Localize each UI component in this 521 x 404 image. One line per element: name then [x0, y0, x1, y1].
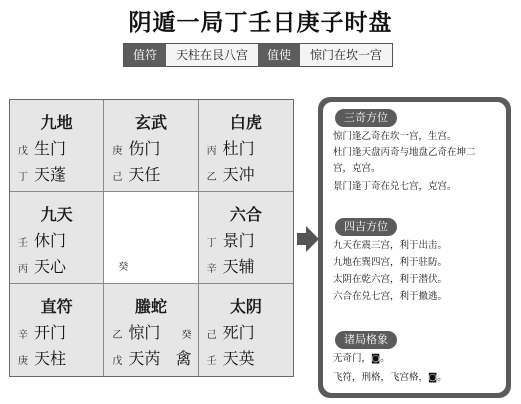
star-name: 天英 [222, 349, 255, 368]
palace-star-row [18, 162, 97, 185]
section-line: 杜门逢天盘丙奇与地盘乙奇在坤二 [333, 147, 476, 158]
palace-door-row [18, 320, 97, 343]
door-name: 开门 [34, 323, 67, 342]
palace-door-row [207, 320, 287, 343]
door-stem: 乙 [112, 330, 123, 341]
section-line: 九地在巽四宫，利于驻防。 [333, 257, 448, 268]
center-palace [104, 192, 198, 284]
section-line: 景门逢丁奇在兑七宫，克宫。 [333, 181, 457, 192]
star-name: 天柱 [34, 349, 67, 368]
center-stem: 癸 [118, 262, 129, 273]
section-line: 无奇门，◙。 [333, 353, 390, 364]
palace-cell [199, 192, 293, 284]
door-name: 惊门 [128, 323, 161, 342]
palace-god: 直符 [40, 297, 73, 316]
palace-god: 九天 [40, 205, 73, 224]
palace-god: 玄武 [134, 113, 167, 132]
palace-door-row [18, 228, 97, 251]
star-name: 天芮 [128, 349, 161, 368]
section-title-three-wonders: 三奇方位 [335, 109, 397, 127]
star-stem: 乙 [206, 172, 217, 183]
info-bar [123, 43, 393, 67]
door-stem: 丁 [206, 238, 217, 249]
star-stem: 戊 [112, 356, 123, 367]
palace-god: 九地 [40, 113, 73, 132]
palace-god: 螣蛇 [134, 297, 167, 316]
section-line: 六合在兑七宫，利于撤逃。 [333, 291, 448, 302]
star-name: 天辅 [222, 257, 255, 276]
palace-star-row [18, 346, 97, 369]
star-stem: 己 [112, 172, 123, 183]
section-title-patterns: 诸局格象 [335, 331, 397, 349]
palace-door-row [112, 320, 191, 343]
door-name: 伤门 [128, 139, 161, 158]
star-stem: 庚 [18, 356, 28, 367]
door-name: 景门 [222, 231, 255, 250]
palace-star-row [112, 346, 191, 369]
palace-star-row [207, 254, 287, 277]
zhifu-label: 值符 [124, 44, 166, 66]
palace-door-row [207, 136, 287, 159]
star-stem: 壬 [206, 356, 217, 367]
zhifu-value: 天柱在艮八宫 [166, 44, 258, 66]
palace-star-row [207, 162, 287, 185]
arrow-right-icon [297, 226, 319, 252]
section-title-four-auspicious: 四吉方位 [335, 218, 397, 236]
section-line: 九天在震三宫，利于出击。 [333, 240, 448, 251]
palace-door-row [207, 228, 287, 251]
palace-cell [10, 192, 104, 284]
section-line: 宫，克宫。 [333, 163, 381, 174]
door-name: 死门 [222, 323, 255, 342]
palace-god: 白虎 [229, 113, 262, 132]
door-stem: 戊 [18, 146, 28, 157]
palace-star-row [207, 346, 287, 369]
palace-door-row [112, 136, 191, 159]
door-stem: 丙 [206, 146, 217, 157]
star-name: 天蓬 [34, 165, 67, 184]
door-stem: 壬 [18, 238, 28, 249]
star-name: 天任 [128, 165, 161, 184]
star-stem: 丙 [18, 264, 28, 275]
analysis-panel [318, 97, 511, 398]
analysis-panel-inner [323, 102, 506, 393]
palace-door-row [18, 136, 97, 159]
palace-cell [199, 284, 293, 376]
star-trail: 禽 [175, 349, 192, 368]
palace-cell [104, 284, 198, 376]
palace-grid [9, 99, 294, 377]
zhishi-label: 值使 [258, 44, 300, 66]
door-stem: 己 [206, 330, 217, 341]
door-name: 杜门 [222, 139, 255, 158]
palace-cell [10, 100, 104, 192]
section-line: 惊门逢乙奇在坎一宫，生宫。 [333, 131, 457, 142]
star-stem: 辛 [206, 264, 217, 275]
zhishi-value: 惊门在坎一宫 [300, 44, 392, 66]
star-name: 天冲 [222, 165, 255, 184]
palace-god: 六合 [229, 205, 262, 224]
palace-cell [199, 100, 293, 192]
palace-cell [10, 284, 104, 376]
section-line: 太阴在乾六宫，利于潜伏。 [333, 274, 448, 285]
door-name: 生门 [34, 139, 67, 158]
door-trail-stem: 癸 [181, 330, 192, 341]
door-stem: 庚 [112, 146, 123, 157]
palace-cell [104, 100, 198, 192]
door-stem: 辛 [18, 330, 28, 341]
palace-star-row [112, 162, 191, 185]
page-title: 阴遁一局丁壬日庚子时盘 [128, 10, 393, 36]
section-line: 飞符，刑格，飞宫格，◙。 [333, 372, 447, 383]
star-name: 天心 [34, 257, 67, 276]
star-stem: 丁 [18, 172, 28, 183]
palace-god: 太阴 [229, 297, 262, 316]
door-name: 休门 [34, 231, 67, 250]
palace-star-row [18, 254, 97, 277]
